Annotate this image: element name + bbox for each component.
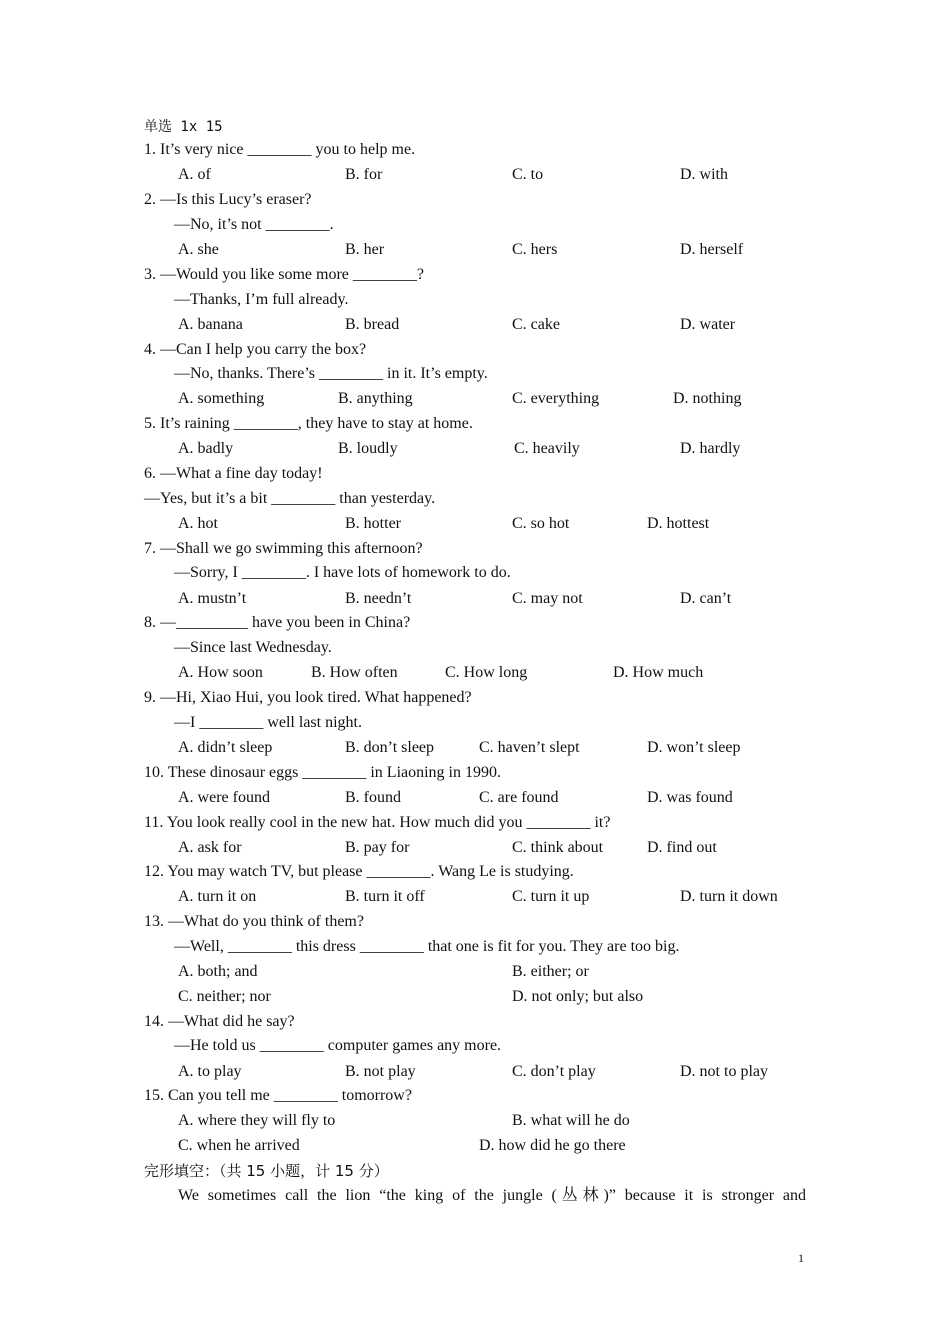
question-14-option-c: C. don’t play	[512, 1063, 596, 1080]
question-1-option-a: A. of	[178, 166, 211, 183]
question-7-option-d: D. can’t	[680, 590, 732, 607]
question-1-option-b: B. for	[345, 166, 383, 183]
section-heading-cloze: 完形填空：（共 15 小题，计 15 分）	[144, 1162, 389, 1180]
question-3-stem: 3. —Would you like some more ________?	[144, 266, 425, 283]
question-7-option-c: C. may not	[512, 590, 583, 607]
question-5-option-d: D. hardly	[680, 440, 741, 457]
question-10-option-a: A. were found	[178, 789, 270, 806]
question-4-option-c: C. everything	[512, 390, 600, 407]
question-11-option-d: D. find out	[647, 839, 717, 856]
question-12-option-b: B. turn it off	[345, 888, 425, 905]
question-13-option-a: A. both; and	[178, 963, 258, 980]
question-2-stem-reply: —No, it’s not ________.	[174, 216, 334, 233]
question-6-option-d: D. hottest	[647, 515, 710, 532]
question-14-stem-reply: —He told us ________ computer games any more.	[174, 1037, 502, 1054]
question-15-option-d: D. how did he go there	[479, 1137, 626, 1154]
question-5-stem: 5. It’s raining ________, they have to stay at home.	[144, 415, 473, 432]
question-12-option-a: A. turn it on	[178, 888, 257, 905]
question-8-option-b: B. How often	[311, 664, 398, 681]
question-6-option-a: A. hot	[178, 515, 218, 532]
question-2-option-c: C. hers	[512, 241, 558, 258]
question-8-stem: 8. —_________ have you been in China?	[144, 614, 411, 631]
section-heading-single-choice: 单选 1x 15	[144, 119, 223, 135]
question-6-option-c: C. so hot	[512, 515, 570, 532]
question-3-option-b: B. bread	[345, 316, 400, 333]
question-7-stem-reply: —Sorry, I ________. I have lots of homework to do.	[174, 564, 511, 581]
question-10-option-d: D. was found	[647, 789, 733, 806]
question-15-option-a: A. where they will fly to	[178, 1112, 336, 1129]
question-4-stem-reply: —No, thanks. There’s ________ in it. It’s empty.	[174, 365, 488, 382]
question-8-option-a: A. How soon	[178, 664, 263, 681]
question-8-option-d: D. How much	[613, 664, 704, 681]
question-7-option-a: A. mustn’t	[178, 590, 247, 607]
question-15-stem: 15. Can you tell me ________ tomorrow?	[144, 1087, 412, 1104]
question-14-stem: 14. —What did he say?	[144, 1013, 295, 1030]
question-9-option-a: A. didn’t sleep	[178, 739, 273, 756]
question-11-option-a: A. ask for	[178, 839, 242, 856]
question-2-option-b: B. her	[345, 241, 385, 258]
question-4-stem: 4. —Can I help you carry the box?	[144, 341, 367, 358]
question-13-option-c: C. neither; nor	[178, 988, 271, 1005]
question-1-option-c: C. to	[512, 166, 544, 183]
question-9-stem: 9. —Hi, Xiao Hui, you look tired. What happened?	[144, 689, 472, 706]
question-10-stem: 10. These dinosaur eggs ________ in Liaoning in 1990.	[144, 764, 501, 781]
question-3-option-a: A. banana	[178, 316, 243, 333]
question-13-option-b: B. either; or	[512, 963, 589, 980]
question-3-option-d: D. water	[680, 316, 736, 333]
question-2-stem: 2. —Is this Lucy’s eraser?	[144, 191, 312, 208]
question-14-option-d: D. not to play	[680, 1063, 768, 1080]
question-13-option-d: D. not only; but also	[512, 988, 644, 1005]
question-15-option-b: B. what will he do	[512, 1112, 630, 1129]
question-3-option-c: C. cake	[512, 316, 560, 333]
question-11-option-b: B. pay for	[345, 839, 410, 856]
question-10-option-b: B. found	[345, 789, 401, 806]
question-8-stem-reply: —Since last Wednesday.	[174, 639, 332, 656]
question-9-option-b: B. don’t sleep	[345, 739, 435, 756]
cloze-passage-first-line: We sometimes call the lion “the king of the jungle (丛林)” because it is stronger and	[178, 1187, 806, 1204]
question-12-stem: 12. You may watch TV, but please ________. Wang Le is studying.	[144, 863, 574, 880]
question-9-option-c: C. haven’t slept	[479, 739, 580, 756]
question-12-option-c: C. turn it up	[512, 888, 590, 905]
question-9-stem-reply: —I ________ well last night.	[174, 714, 362, 731]
question-4-option-b: B. anything	[338, 390, 413, 407]
question-7-stem: 7. —Shall we go swimming this afternoon?	[144, 540, 423, 557]
question-11-option-c: C. think about	[512, 839, 604, 856]
question-4-option-a: A. something	[178, 390, 265, 407]
question-1-stem: 1. It’s very nice ________ you to help me.	[144, 141, 416, 158]
question-13-stem: 13. —What do you think of them?	[144, 913, 364, 930]
question-3-stem-reply: —Thanks, I’m full already.	[174, 291, 349, 308]
page-number: 1	[798, 1251, 804, 1265]
question-14-option-b: B. not play	[345, 1063, 416, 1080]
question-4-option-d: D. nothing	[673, 390, 742, 407]
question-13-stem-reply: —Well, ________ this dress ________ that one is fit for you. They are too big.	[174, 938, 680, 955]
question-5-option-c: C. heavily	[514, 440, 580, 457]
question-1-option-d: D. with	[680, 166, 728, 183]
question-6-option-b: B. hotter	[345, 515, 401, 532]
question-2-option-a: A. she	[178, 241, 219, 258]
question-7-option-b: B. needn’t	[345, 590, 412, 607]
question-15-option-c: C. when he arrived	[178, 1137, 300, 1154]
question-12-option-d: D. turn it down	[680, 888, 778, 905]
question-14-option-a: A. to play	[178, 1063, 242, 1080]
question-6-stem-reply: —Yes, but it’s a bit ________ than yesterday.	[144, 490, 436, 507]
question-9-option-d: D. won’t sleep	[647, 739, 741, 756]
question-5-option-a: A. badly	[178, 440, 234, 457]
question-2-option-d: D. herself	[680, 241, 744, 258]
question-5-option-b: B. loudly	[338, 440, 398, 457]
question-11-stem: 11. You look really cool in the new hat. How much did you ________ it?	[144, 814, 611, 831]
question-10-option-c: C. are found	[479, 789, 559, 806]
question-8-option-c: C. How long	[445, 664, 528, 681]
question-6-stem: 6. —What a fine day today!	[144, 465, 323, 482]
